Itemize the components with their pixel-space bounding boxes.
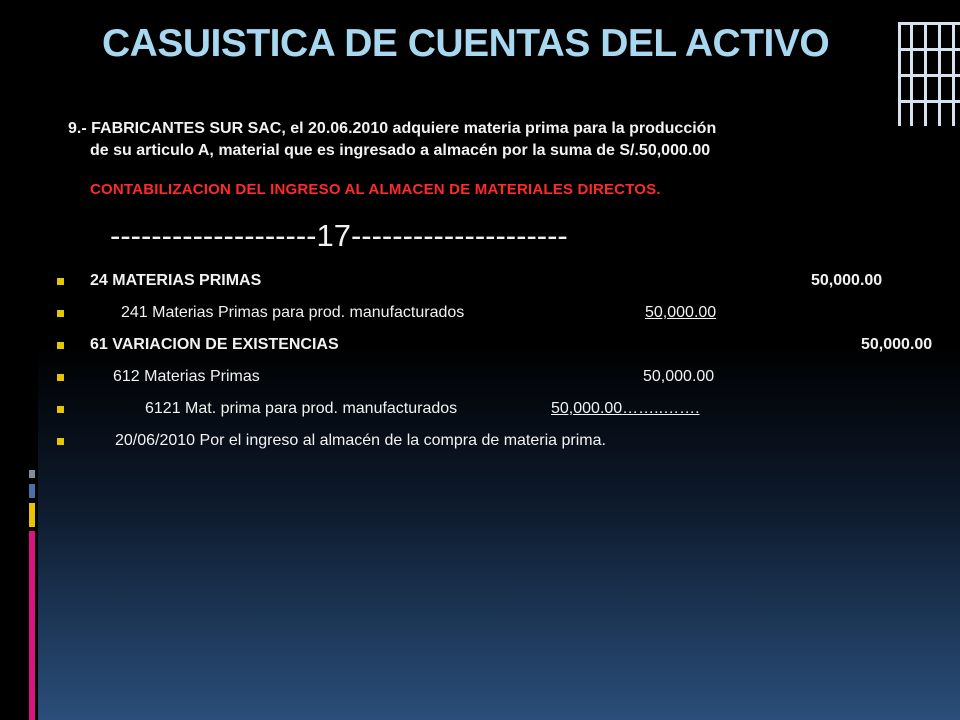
problem-line-2: de su articulo A, material que es ingresado a almacén por la suma de S/.50,000.00	[90, 142, 711, 159]
entry-amount: 50,000.00	[645, 304, 717, 321]
bullet-icon	[57, 278, 64, 285]
entry-label: 241 Materias Primas para prod. manufacturados	[121, 304, 465, 321]
entry-label: 24 MATERIAS PRIMAS	[90, 272, 262, 289]
problem-line-1: 9.- FABRICANTES SUR SAC, el 20.06.2010 adquiere materia prima para la producción	[68, 120, 717, 137]
entry-label: 20/06/2010 Por el ingreso al almacén de la compra de materia prima.	[115, 432, 606, 449]
entry-label: 6121 Mat. prima para prod. manufacturados	[145, 400, 458, 417]
corner-ornament-icon	[898, 12, 960, 126]
blue-accent-bar	[29, 484, 35, 498]
yellow-accent-bar	[29, 503, 35, 527]
bullet-icon	[57, 342, 64, 349]
entry-amount: 50,000.00	[861, 336, 933, 353]
entry-label: 612 Materias Primas	[113, 368, 260, 385]
bullet-icon	[57, 438, 64, 445]
bullet-icon	[57, 406, 64, 413]
problem-statement	[68, 118, 948, 162]
magenta-accent-bar	[29, 531, 35, 720]
entry-amount: 50,000.00……..…….	[551, 400, 700, 417]
highlight-heading: CONTABILIZACION DEL INGRESO AL ALMACEN DE MATERIALES DIRECTOS.	[90, 181, 661, 198]
slide-title: CASUISTICA DE CUENTAS DEL ACTIVO	[102, 22, 830, 65]
bullet-icon	[57, 310, 64, 317]
journal-entry-header: --------------------17---------------------	[110, 218, 568, 253]
left-decorative-strip	[0, 0, 38, 720]
entry-label: 61 VARIACION DE EXISTENCIAS	[90, 336, 339, 353]
gray-accent-bar	[29, 470, 35, 478]
entry-amount: 50,000.00	[643, 368, 715, 385]
bullet-icon	[57, 374, 64, 381]
entry-amount: 50,000.00	[811, 272, 883, 289]
